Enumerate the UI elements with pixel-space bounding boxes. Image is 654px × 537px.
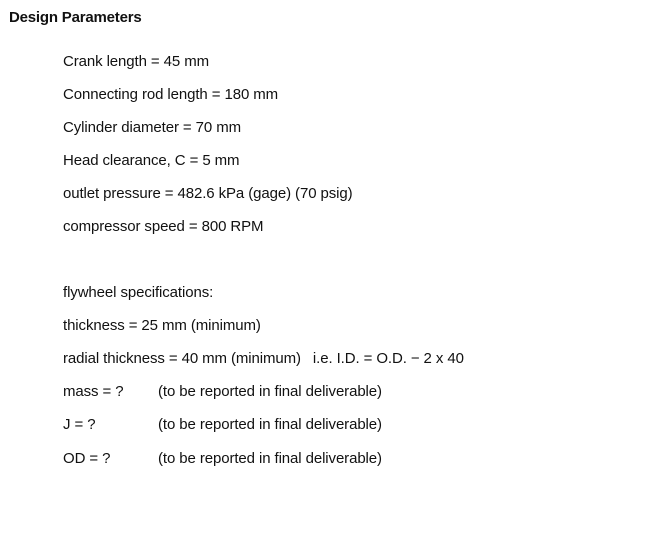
param-compressor-speed: compressor speed = 800 RPM [63, 218, 264, 235]
flywheel-unknown-mass [63, 383, 382, 401]
flywheel-radial-thickness: radial thickness = 40 mm (minimum) [63, 350, 301, 367]
flywheel-unknown-od [63, 450, 382, 468]
unknown-label: J = ? [63, 416, 96, 433]
param-connecting-rod-length: Connecting rod length = 180 mm [63, 86, 279, 103]
unknown-note: (to be reported in final deliverable) [158, 383, 382, 400]
unknown-label: mass = ? [63, 383, 124, 400]
param-outlet-pressure: outlet pressure = 482.6 kPa (gage) (70 psig) [63, 185, 353, 202]
param-head-clearance: Head clearance, C = 5 mm [63, 152, 240, 169]
unknown-note: (to be reported in final deliverable) [158, 416, 382, 433]
section-heading: Design Parameters [9, 9, 142, 26]
flywheel-radial-thickness-row [63, 350, 464, 368]
flywheel-unknown-j [63, 416, 382, 434]
unknown-label: OD = ? [63, 450, 111, 467]
flywheel-thickness: thickness = 25 mm (minimum) [63, 317, 261, 334]
param-cylinder-diameter: Cylinder diameter = 70 mm [63, 119, 241, 136]
flywheel-radial-note: i.e. I.D. = O.D. − 2 x 40 [312, 350, 464, 367]
param-crank-length: Crank length = 45 mm [63, 53, 209, 70]
flywheel-title: flywheel specifications: [63, 284, 214, 301]
unknown-note: (to be reported in final deliverable) [158, 450, 382, 467]
